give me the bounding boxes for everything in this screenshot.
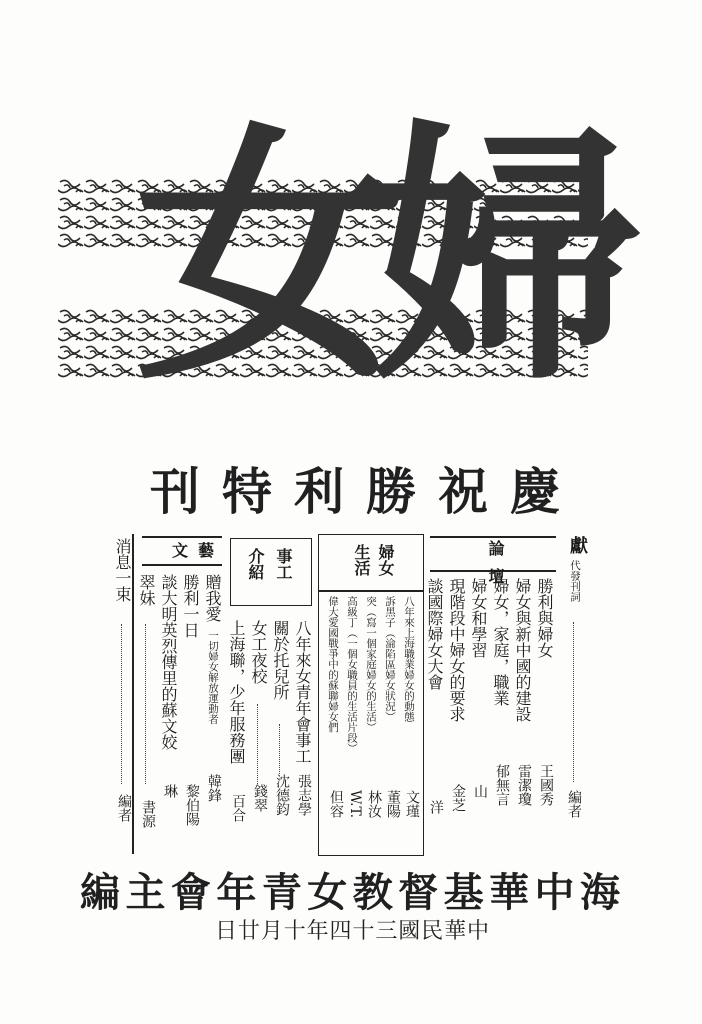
editorial-author: 編者 bbox=[566, 790, 582, 818]
toc-entry-author: 林汝 bbox=[366, 790, 382, 818]
toc-entry[interactable]: 勝利與婦女 bbox=[535, 578, 554, 658]
toc-entry-author: 但容 bbox=[328, 790, 344, 818]
publisher-char: 青 bbox=[261, 869, 302, 916]
toc-entry-author: 黎伯陽 bbox=[184, 784, 200, 826]
leader-dots bbox=[279, 724, 281, 774]
publisher-char: 女 bbox=[307, 869, 348, 916]
subtitle-char: 勝 bbox=[366, 462, 416, 521]
subtitle bbox=[150, 462, 560, 522]
date-char: 國 bbox=[398, 919, 421, 944]
date-char: 華 bbox=[444, 919, 467, 944]
toc-entry-author: 編者 bbox=[116, 794, 132, 822]
toc-entry[interactable]: 八年來上海職業婦女的動態 bbox=[403, 596, 415, 722]
toc-entry-author: 百合 bbox=[230, 794, 246, 822]
section-rule bbox=[318, 590, 423, 592]
toc-entry[interactable]: 談國際婦女大會 bbox=[425, 578, 444, 690]
table-of-contents bbox=[112, 534, 590, 854]
title-character-fu: 婦 bbox=[372, 98, 642, 416]
publisher-char: 教 bbox=[352, 869, 393, 916]
toc-entry[interactable]: 八年來女青年會事工 bbox=[293, 620, 312, 764]
toc-entry-author: 張志學 bbox=[296, 774, 312, 816]
subtitle-char: 特 bbox=[222, 462, 272, 521]
toc-entry[interactable]: 勝利一日 bbox=[181, 574, 200, 638]
toc-entry-author: 琳 bbox=[162, 784, 178, 798]
work-heading-a: 事工 bbox=[274, 548, 293, 580]
forum-heading: 論壇 bbox=[486, 540, 505, 596]
toc-entry[interactable]: 上海聯，少年服務團 bbox=[227, 620, 246, 764]
arts-heading: 文藝 bbox=[172, 541, 225, 560]
toc-entry-author: 山 bbox=[472, 784, 488, 798]
toc-entry-author: 雷潔瓊 bbox=[516, 764, 532, 806]
subtitle-char: 祝 bbox=[438, 462, 488, 521]
toc-entry-author: 韓鋒 bbox=[206, 774, 222, 802]
leader-dots bbox=[121, 624, 123, 784]
publisher-line bbox=[80, 868, 620, 918]
toc-entry-author: 董陽 bbox=[385, 790, 401, 818]
subtitle-char: 刊 bbox=[150, 462, 200, 521]
date-char: 廿 bbox=[237, 919, 260, 944]
toc-entry-note: 一切婦女解放運動者 bbox=[207, 630, 219, 725]
toc-entry-author: 錢翠 bbox=[252, 784, 268, 812]
editorial-subheading: 代發刊詞 bbox=[569, 560, 581, 602]
life-heading-b: 生活 bbox=[352, 544, 371, 576]
toc-entry-author: 沈德鈞 bbox=[274, 774, 290, 816]
toc-entry[interactable]: 談大明英烈傳里的蘇文姣 bbox=[159, 574, 178, 750]
publisher-char: 海 bbox=[579, 869, 620, 916]
leader-dots bbox=[145, 624, 147, 784]
publisher-char: 年 bbox=[216, 869, 257, 916]
toc-entry[interactable]: 翠妹 bbox=[137, 574, 156, 606]
publication-date bbox=[215, 918, 489, 946]
publisher-char: 督 bbox=[398, 869, 439, 916]
date-char: 中 bbox=[466, 919, 489, 944]
date-char: 年 bbox=[306, 919, 329, 944]
toc-entry[interactable]: 婦女和學習 bbox=[469, 578, 488, 658]
publisher-char: 基 bbox=[443, 869, 484, 916]
toc-entry[interactable]: 女工夜校 bbox=[249, 620, 268, 684]
toc-entry-author: 洋 bbox=[428, 800, 444, 814]
section-rule bbox=[142, 564, 222, 566]
publisher-char: 中 bbox=[534, 869, 575, 916]
toc-entry-author: 金芝 bbox=[450, 784, 466, 812]
work-heading-box bbox=[230, 538, 312, 606]
publisher-char: 主 bbox=[125, 869, 166, 916]
date-char: 十 bbox=[283, 919, 306, 944]
leader-dots bbox=[257, 704, 259, 784]
leader-dots bbox=[573, 622, 575, 782]
toc-entry[interactable]: 贈我愛 bbox=[203, 574, 222, 622]
toc-entry[interactable]: 訴黑子（淪陷區婦女狀況） bbox=[384, 596, 396, 722]
toc-entry[interactable]: 關於托兒所 bbox=[271, 620, 290, 700]
toc-entry[interactable]: 偉大愛國戰爭中的蘇聯婦女們 bbox=[327, 596, 339, 733]
date-char: 日 bbox=[215, 919, 238, 944]
toc-entry[interactable]: 消息一束 bbox=[113, 538, 132, 602]
date-char: 三 bbox=[375, 919, 398, 944]
toc-entry[interactable]: 高級丁（一個女職員的生活片段） bbox=[346, 596, 358, 754]
subtitle-char: 慶 bbox=[510, 462, 560, 521]
editorial-heading: 獻 bbox=[567, 536, 588, 554]
date-char: 民 bbox=[421, 919, 444, 944]
toc-entry-author: W.T. bbox=[347, 790, 363, 819]
section-rule bbox=[430, 536, 556, 538]
life-heading-a: 婦女 bbox=[376, 544, 395, 576]
toc-entry[interactable]: 突（寫一個家庭婦女的生活） bbox=[365, 596, 377, 733]
date-char: 月 bbox=[260, 919, 283, 944]
toc-entry-author: 書源 bbox=[140, 800, 156, 828]
toc-entry[interactable]: 現階段中婦女的要求 bbox=[447, 578, 466, 722]
publisher-char: 編 bbox=[80, 869, 120, 916]
toc-entry[interactable]: 婦女與新中國的建設 bbox=[513, 578, 532, 722]
title-character-nu: 女 bbox=[135, 98, 405, 416]
toc-entry[interactable]: 婦女，家庭，職業 bbox=[491, 578, 510, 706]
toc-entry-author: 郁無言 bbox=[494, 764, 510, 806]
work-heading-b: 介紹 bbox=[246, 548, 265, 580]
date-char: 四 bbox=[329, 919, 352, 944]
date-char: 十 bbox=[352, 919, 375, 944]
toc-entry-author: 王國秀 bbox=[538, 764, 554, 806]
subtitle-char: 利 bbox=[294, 462, 344, 521]
publisher-char: 華 bbox=[489, 869, 530, 916]
publisher-char: 會 bbox=[170, 869, 211, 916]
toc-entry-author: 文瑾 bbox=[404, 790, 420, 818]
